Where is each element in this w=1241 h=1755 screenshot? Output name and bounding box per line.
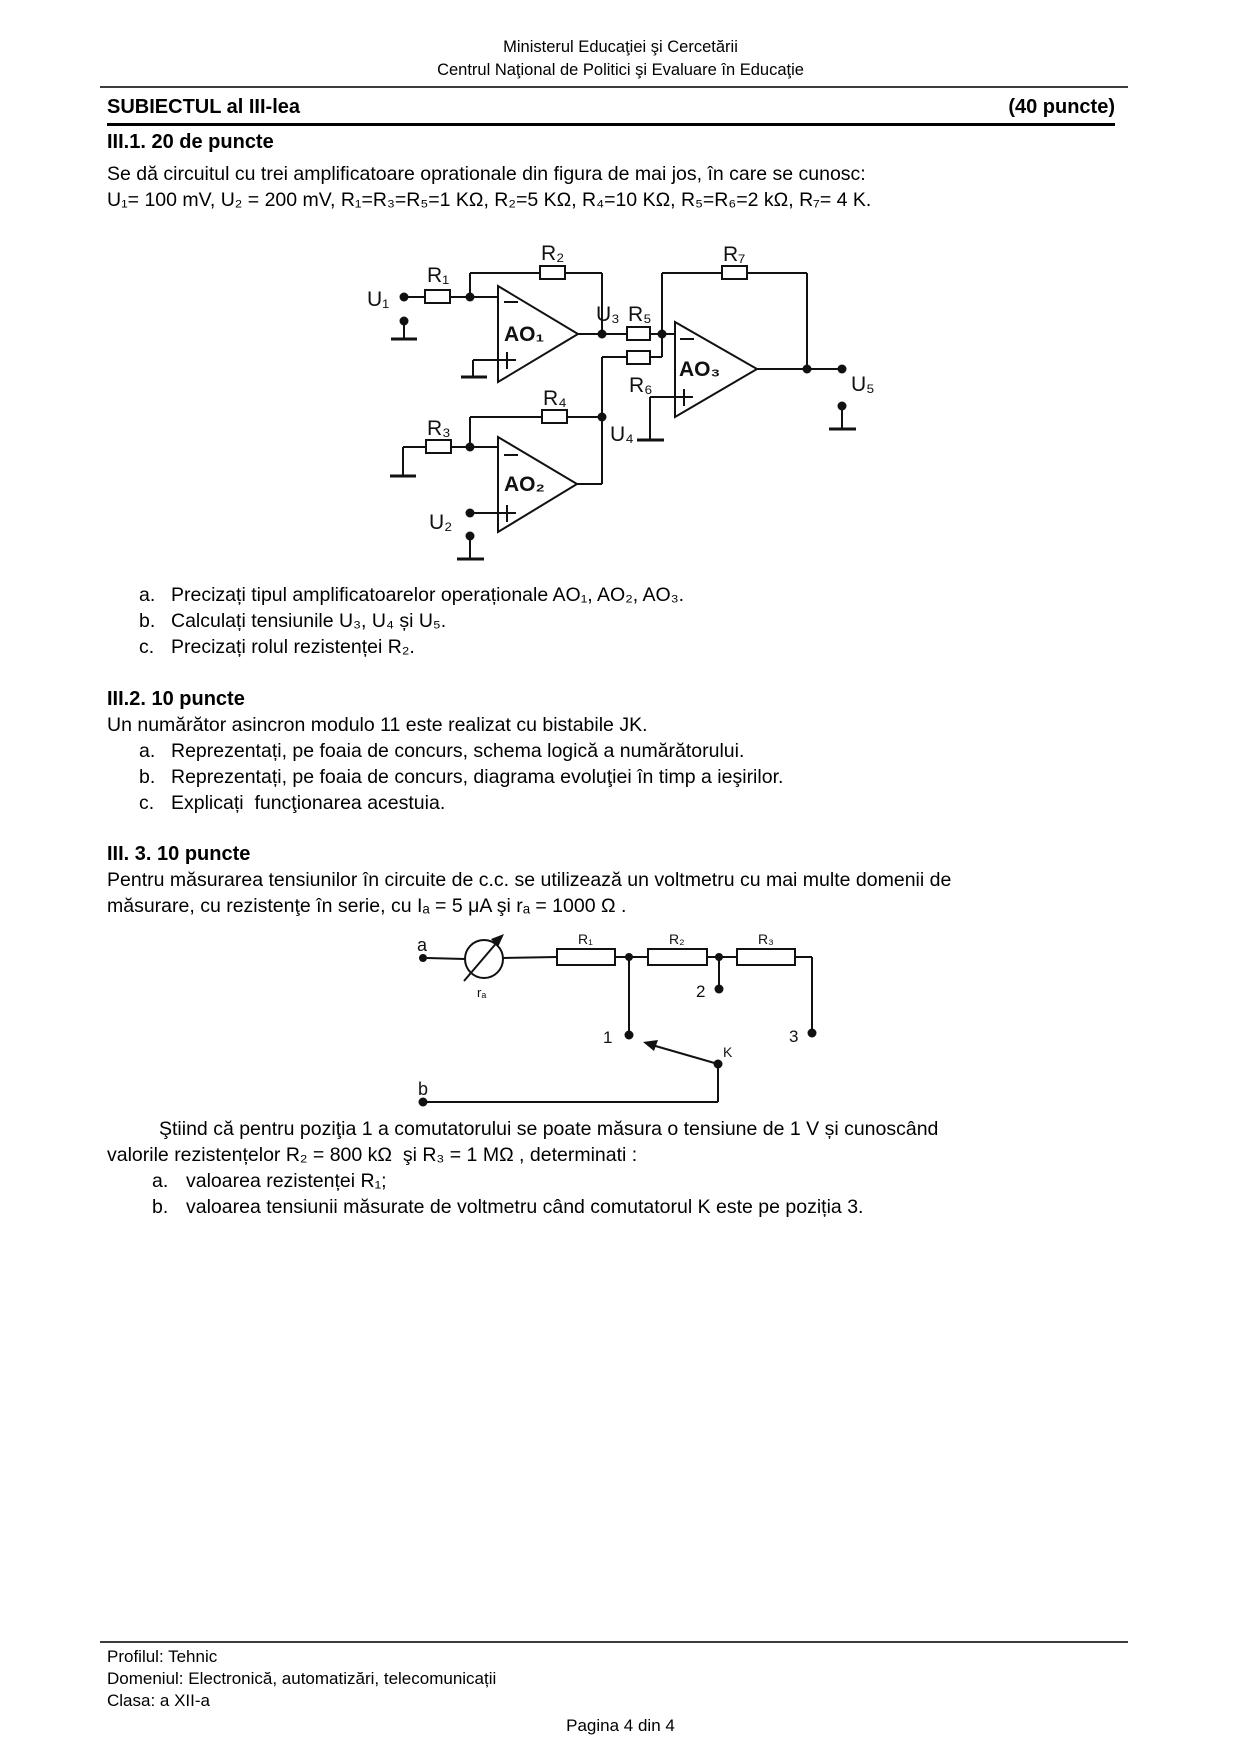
resistor-r1 <box>425 290 450 303</box>
label-c2-r2: R₂ <box>669 931 685 947</box>
label-terminal-a: a <box>417 935 428 955</box>
s1-item-c-letter: c. <box>139 636 155 658</box>
footer-rule <box>100 1641 1128 1643</box>
resistor-r6 <box>627 351 650 364</box>
position-3-dot <box>808 1029 817 1038</box>
label-ra: rₐ <box>477 985 487 1000</box>
s3-item-b-text: valoarea tensiunii măsurate de voltmetru când comutatorul K este pe poziția 3. <box>186 1196 864 1218</box>
s1-item-c-text: Precizați rolul rezistenței R₂. <box>171 636 415 658</box>
u1-terminal-dot <box>400 293 409 302</box>
resistor2-r3 <box>737 949 795 965</box>
ministry-header-line2: Centrul Naţional de Politici şi Evaluare în Educaţie <box>437 61 804 79</box>
position-1-dot <box>625 1031 634 1040</box>
resistor-r7 <box>722 266 747 279</box>
circuit2-figure <box>400 925 830 1115</box>
label-r2: R₂ <box>541 242 565 265</box>
section3-heading: III. 3. 10 puncte <box>107 843 251 865</box>
u2-terminal-dot <box>466 509 475 518</box>
s2-item-c-letter: c. <box>139 792 155 814</box>
label-r3: R₃ <box>427 417 451 440</box>
position-2-dot <box>715 985 724 994</box>
label-u4: U₄ <box>610 423 634 446</box>
footer-page-number: Pagina 4 din 4 <box>566 1716 675 1735</box>
switch-arrow-head <box>643 1040 658 1051</box>
section3-intro-line1: Pentru măsurarea tensiunilor în circuite de c.c. se utilizează un voltmetru cu mai multe domenii de <box>107 869 952 891</box>
label-r6: R₆ <box>629 374 653 397</box>
section1-intro-line2: U₁= 100 mV, U₂ = 200 mV, R₁=R₃=R₅=1 KΩ, R₂=5 KΩ, R₄=10 KΩ, R₅=R₆=2 kΩ, R₇= 4 K. <box>107 189 872 211</box>
s2-item-b-letter: b. <box>139 766 156 788</box>
label-ao3: AO₃ <box>679 358 721 381</box>
label-r5: R₅ <box>628 303 652 326</box>
label-position-3: 3 <box>789 1027 799 1046</box>
label-position-2: 2 <box>696 982 706 1001</box>
ministry-header-line1: Ministerul Educaţiei şi Cercetării <box>503 38 738 56</box>
label-r7: R₇ <box>723 243 746 266</box>
s2-item-b-text: Reprezentați, pe foaia de concurs, diagrama evoluţiei în timp a ieşirilor. <box>171 766 784 788</box>
resistor2-r2 <box>648 949 707 965</box>
resistor2-r1 <box>557 949 615 965</box>
s3-item-a-text: valoarea rezistenței R₁; <box>186 1170 387 1192</box>
terminal-a-dot <box>419 954 427 962</box>
u3-node-dot <box>598 330 607 339</box>
s3-item-a-letter: a. <box>152 1170 169 1192</box>
label-c2-r3: R₃ <box>758 931 774 947</box>
label-u1: U₁ <box>367 288 390 311</box>
subject-points: (40 puncte) <box>1008 96 1115 118</box>
label-switch-k: K <box>723 1044 733 1060</box>
s2-item-a-letter: a. <box>139 740 156 762</box>
label-u2: U₂ <box>429 511 453 534</box>
u5-terminal-dot <box>838 365 847 374</box>
circuit1-figure <box>350 230 890 575</box>
label-c2-r1: R₁ <box>578 931 593 947</box>
s2-item-c-text: Explicați funcţionarea acestuia. <box>171 792 446 814</box>
s1-item-a-letter: a. <box>139 584 156 606</box>
label-r1: R₁ <box>427 264 450 287</box>
section2-heading: III.2. 10 puncte <box>107 688 245 710</box>
footer-clasa: Clasa: a XII-a <box>107 1691 210 1710</box>
label-r4: R₄ <box>543 387 567 410</box>
resistor-r3 <box>426 440 451 453</box>
resistor-r5 <box>627 327 650 340</box>
label-position-1: 1 <box>603 1028 613 1047</box>
label-terminal-b: b <box>418 1079 429 1099</box>
header-rule <box>100 86 1128 88</box>
s3-para-line1: Ştiind că pentru poziţia 1 a comutatorului se poate măsura o tensiune de 1 V și cunoscând <box>159 1118 939 1140</box>
section3-intro-line2: măsurare, cu rezistenţe în serie, cu Iₐ = 5 μA şi rₐ = 1000 Ω . <box>107 895 627 917</box>
label-u3: U₃ <box>596 303 620 326</box>
resistor-r4 <box>542 410 567 423</box>
resistor-r2 <box>540 266 565 279</box>
s3-para-line2: valorile rezistențelor R₂ = 800 kΩ şi R₃ = 1 MΩ , determinati : <box>107 1144 638 1166</box>
s2-item-a-text: Reprezentați, pe foaia de concurs, schema logică a numărătorului. <box>171 740 745 762</box>
section2-intro: Un numărător asincron modulo 11 este realizat cu bistabile JK. <box>107 714 648 736</box>
s3-item-b-letter: b. <box>152 1196 169 1218</box>
subject-title: SUBIECTUL al III-lea <box>107 96 301 118</box>
footer-domeniu: Domeniul: Electronică, automatizări, telecomunicații <box>107 1669 497 1688</box>
label-ao1: AO₁ <box>504 323 545 346</box>
s1-item-a-text: Precizați tipul amplificatoarelor operaționale AO₁, AO₂, AO₃. <box>171 584 685 606</box>
section1-intro-line1: Se dă circuitul cu trei amplificatoare oprationale din figura de mai jos, în care se cunosc: <box>107 163 866 185</box>
subject-title-row <box>107 96 1115 126</box>
section1-heading: III.1. 20 de puncte <box>107 131 274 153</box>
label-u5: U₅ <box>851 373 875 396</box>
footer-profil: Profilul: Tehnic <box>107 1647 218 1666</box>
s1-item-b-letter: b. <box>139 610 156 632</box>
label-ao2: AO₂ <box>504 473 545 496</box>
s1-item-b-text: Calculați tensiunile U₃, U₄ și U₅. <box>171 610 447 632</box>
